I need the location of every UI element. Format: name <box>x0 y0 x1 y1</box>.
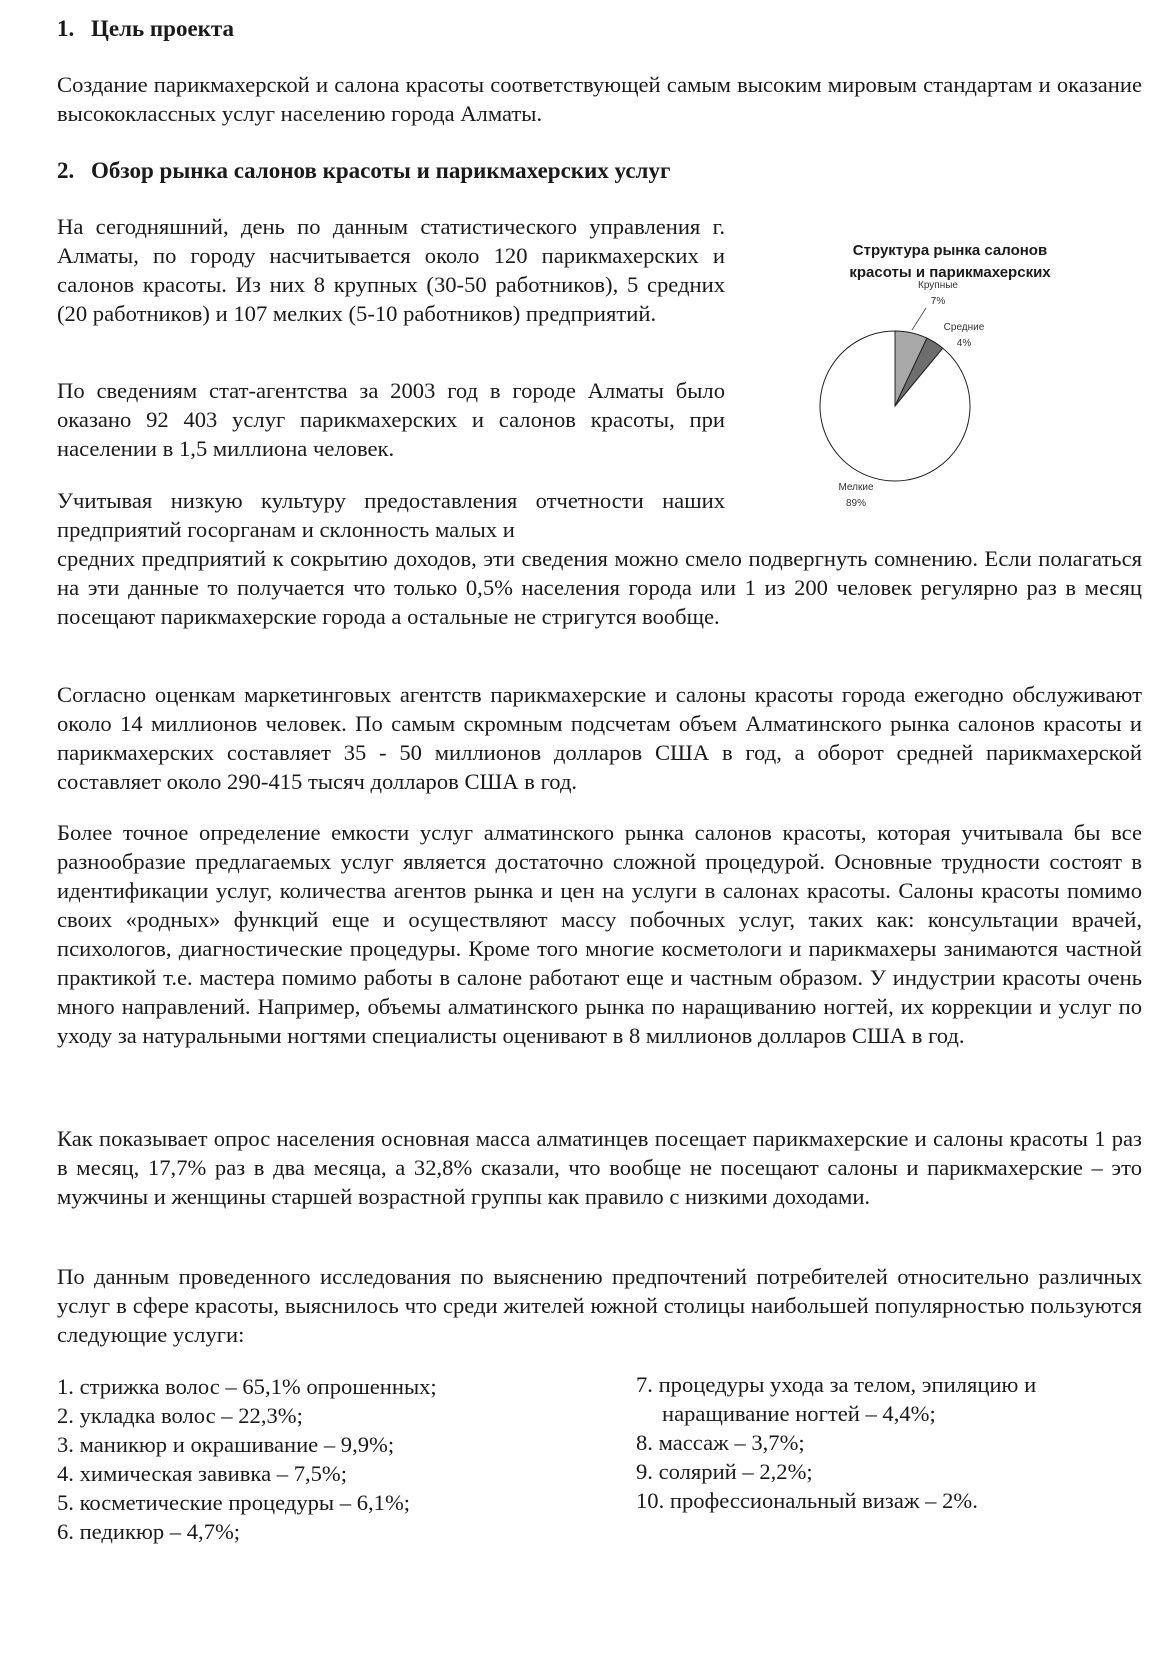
paragraph-survey: Как показывает опрос населения основная масса алматинцев посещает парикмахерские и салоны красоты 1 раз в месяц, 17,7% раз в два месяца, а 32,8% сказали, что вообще не посещают салоны и парикмахерские – это мужчины и женщины старшей возрастной группы как правило с низкими доходами. <box>57 1126 1142 1209</box>
section-1-heading <box>57 16 234 42</box>
slice-label-0: Крупные <box>918 280 958 291</box>
pie-chart-svg <box>800 230 1100 560</box>
paragraph-preferences: По данным проведенного исследования по выяснению предпочтений потребителей относительно различных услуг в сфере красоты, выяснилось что среди жителей южной столицы наибольшей популярностью пользуются следующие услуги: <box>57 1264 1142 1347</box>
list-item: 3. маникюр и окрашивание – 9,9%; <box>57 1432 395 1457</box>
list-item: 1. стрижка волос – 65,1% опрошенных; <box>57 1374 437 1399</box>
section-2-title: Обзор рынка салонов красоты и парикмахерских услуг <box>91 158 671 183</box>
section-1-number: 1. <box>57 16 75 41</box>
market-structure-chart <box>800 230 1100 560</box>
list-item: 8. массаж – 3,7%; <box>636 1430 805 1455</box>
chart-title-line-1: Структура рынка салонов <box>852 242 1048 259</box>
pie-slice-2 <box>820 331 970 481</box>
section-2-heading <box>57 158 670 184</box>
section-1-title: Цель проекта <box>91 16 234 41</box>
paragraph-reporting-cont: средних предприятий к сокрытию доходов, эти сведения можно смело подвергнуть сомнению. Если полагаться на эти данные то получается что только 0,5% населения города или 1 из 200 человек регулярно раз в месяц посещают парикмахерские города а остальные не стригутся вообще. <box>57 546 1142 629</box>
slice-label-1: Средние <box>943 322 985 333</box>
list-item: 5. косметические процедуры – 6,1%; <box>57 1490 411 1515</box>
leader-line <box>912 308 926 330</box>
list-item: 2. укладка волос – 22,3%; <box>57 1403 303 1428</box>
list-item: 7. процедуры ухода за телом, эпиляцию и <box>636 1372 1037 1397</box>
paragraph-market-volume: Согласно оценкам маркетинговых агентств парикмахерские и салоны красоты города ежегодно обслуживают около 14 миллионов человек. По самым скромным подсчетам объем Алматинского рынка салонов красоты и парикмахерских составляет 35 - 50 миллионов долларов США в год, а оборот средней парикмахерской составляет около 290-415 тысяч долларов США в год. <box>57 682 1142 794</box>
services-list-left <box>57 1372 437 1546</box>
list-item: 4. химическая завивка – 7,5%; <box>57 1461 348 1486</box>
list-item: 6. педикюр – 4,7%; <box>57 1519 241 1544</box>
paragraph-salon-count: На сегодняшний, день по данным статистического управления г. Алматы, по городу насчитывается около 120 парикмахерских и салонов красоты. Из них 8 крупных (30-50 работников), 5 средних (20 работников) и 107 мелких (5-10 работников) предприятий. <box>57 214 725 326</box>
list-item: 9. солярий – 2,2%; <box>636 1459 813 1484</box>
slice-value-1: 4% <box>956 338 972 349</box>
slice-value-2: 89% <box>845 498 867 509</box>
slice-value-0: 7% <box>930 296 946 307</box>
paragraph-reporting-start: Учитывая низкую культуру предоставления отчетности наших предприятий госорганам и склонность малых и <box>57 488 725 542</box>
chart-title-line-2: красоты и парикмахерских <box>849 264 1051 281</box>
list-item-continuation: наращивание ногтей – 4,4%; <box>662 1401 936 1426</box>
paragraph-stat-agency: По сведениям стат-агентства за 2003 год в городе Алматы было оказано 92 403 услуг парикмахерских и салонов красоты, при населении в 1,5 миллиона человек. <box>57 378 725 461</box>
paragraph-capacity: Более точное определение емкости услуг алматинского рынка салонов красоты, которая учитывала бы все разнообразие предлагаемых услуг является достаточно сложной процедурой. Основные трудности состоят в идентификации услуг, количества агентов рынка и цен на услуги в салонах красоты. Салоны красоты помимо своих «родных» функций еще и осуществляют массу побочных услуг, таких как: консультации врачей, психологов, диагностические процедуры. Кроме того многие косметологи и парикмахеры занимаются частной практикой т.е. мастера помимо работы в салоне работают еще и частным образом. У индустрии красоты очень много направлений. Например, объемы алматинского рынка по наращиванию ногтей, их коррекции и услуг по уходу за натуральными ногтями специалисты оценивают в 8 миллионов долларов США в год. <box>57 820 1142 1048</box>
list-item: 10. профессиональный визаж – 2%. <box>636 1488 978 1513</box>
services-list-right <box>636 1370 1036 1515</box>
section-2-number: 2. <box>57 158 75 183</box>
slice-label-2: Мелкие <box>838 482 874 493</box>
paragraph-goal: Создание парикмахерской и салона красоты соответствующей самым высоким мировым стандартам и оказание высококлассных услуг населению города Алматы. <box>57 72 1142 126</box>
